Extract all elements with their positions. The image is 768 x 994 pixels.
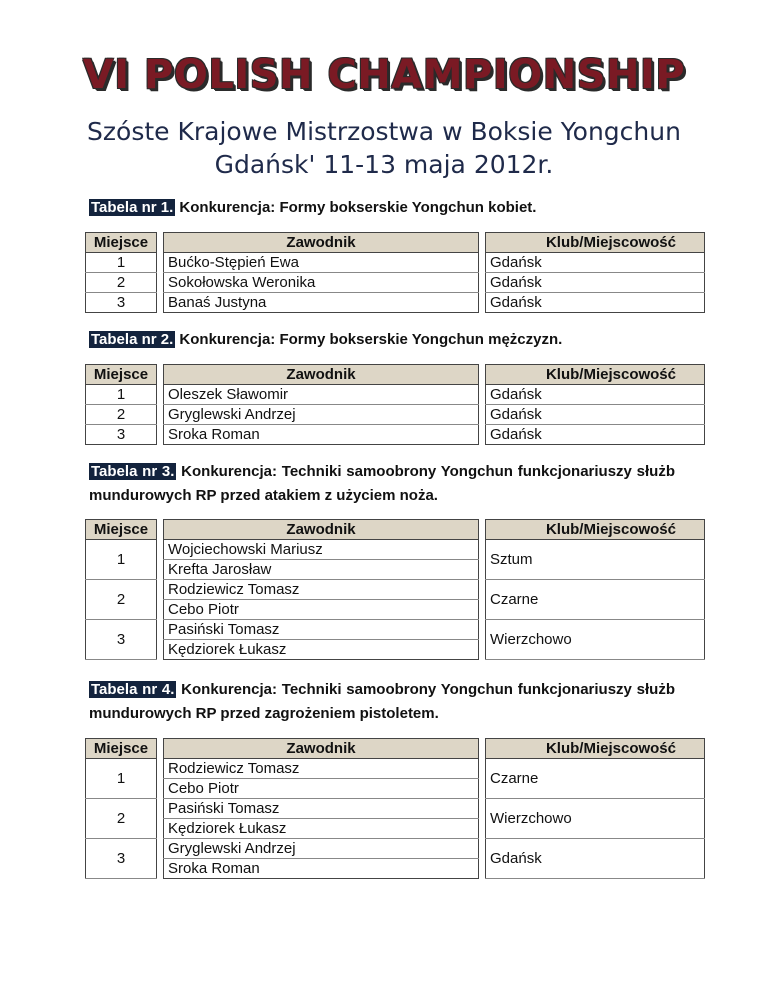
place-cell: 2 bbox=[86, 799, 157, 839]
club-cell: Gdańsk bbox=[486, 253, 705, 273]
table-row bbox=[86, 293, 705, 313]
col-competitor: Zawodnik bbox=[164, 365, 479, 385]
competitor-cell: Cebo Piotr bbox=[164, 779, 479, 799]
competitor-cell: Sroka Roman bbox=[164, 859, 479, 879]
event-subtitle: Szóste Krajowe Mistrzostwa w Boksie Yongchun bbox=[87, 117, 681, 146]
col-competitor: Zawodnik bbox=[164, 233, 479, 253]
results-table-4 bbox=[85, 738, 705, 879]
table-row bbox=[86, 273, 705, 293]
competitor-cell: Bućko-Stępień Ewa bbox=[164, 253, 479, 273]
table-4-title: Konkurencja: Techniki samoobrony Yongchun funkcjonariuszy służb mundurowych RP przed zagrożeniem pistoletem. bbox=[89, 681, 675, 722]
competitor-cell: Gryglewski Andrzej bbox=[164, 839, 479, 859]
competitor-cell: Krefta Jarosław bbox=[164, 560, 479, 580]
club-cell: Gdańsk bbox=[486, 425, 705, 445]
club-cell: Gdańsk bbox=[486, 839, 705, 879]
col-club: Klub/Miejscowość bbox=[486, 520, 705, 540]
table-2-tag: Tabela nr 2. bbox=[91, 331, 174, 348]
col-place: Miejsce bbox=[86, 233, 157, 253]
table-2-title: Konkurencja: Formy bokserskie Yongchun mężczyzn. bbox=[175, 331, 563, 348]
table-1-title: Konkurencja: Formy bokserskie Yongchun kobiet. bbox=[175, 199, 537, 216]
club-cell: Czarne bbox=[486, 759, 705, 799]
table-1-caption bbox=[89, 196, 675, 220]
competitor-cell: Rodziewicz Tomasz bbox=[164, 759, 479, 779]
col-place: Miejsce bbox=[86, 739, 157, 759]
competitor-cell: Sroka Roman bbox=[164, 425, 479, 445]
table-4-tag: Tabela nr 4. bbox=[91, 681, 175, 698]
results-table-3 bbox=[85, 519, 705, 660]
col-competitor: Zawodnik bbox=[164, 739, 479, 759]
club-cell: Gdańsk bbox=[486, 293, 705, 313]
col-club: Klub/Miejscowość bbox=[486, 739, 705, 759]
place-cell: 2 bbox=[86, 580, 157, 620]
col-competitor: Zawodnik bbox=[164, 520, 479, 540]
results-table-1 bbox=[85, 232, 705, 313]
place-cell: 1 bbox=[86, 759, 157, 799]
table-row bbox=[86, 759, 705, 779]
club-cell: Wierzchowo bbox=[486, 799, 705, 839]
competitor-cell: Rodziewicz Tomasz bbox=[164, 580, 479, 600]
table-row bbox=[86, 253, 705, 273]
table-row bbox=[86, 540, 705, 560]
place-cell: 2 bbox=[86, 273, 157, 293]
competitor-cell: Pasiński Tomasz bbox=[164, 620, 479, 640]
place-cell: 1 bbox=[86, 253, 157, 273]
club-cell: Gdańsk bbox=[486, 273, 705, 293]
table-3-caption bbox=[89, 460, 675, 508]
col-place: Miejsce bbox=[86, 520, 157, 540]
table-1-tag: Tabela nr 1. bbox=[91, 199, 174, 216]
col-club: Klub/Miejscowość bbox=[486, 365, 705, 385]
place-cell: 1 bbox=[86, 385, 157, 405]
competitor-cell: Kędziorek Łukasz bbox=[164, 819, 479, 839]
championship-banner: VI POLISH CHAMPIONSHIP bbox=[82, 52, 686, 98]
table-row bbox=[86, 839, 705, 859]
competitor-cell: Kędziorek Łukasz bbox=[164, 640, 479, 660]
results-table-2 bbox=[85, 364, 705, 445]
competitor-cell: Wojciechowski Mariusz bbox=[164, 540, 479, 560]
competitor-cell: Pasiński Tomasz bbox=[164, 799, 479, 819]
table-3-tag: Tabela nr 3. bbox=[91, 463, 175, 480]
competitor-cell: Gryglewski Andrzej bbox=[164, 405, 479, 425]
event-date-location: Gdańsk' 11-13 maja 2012r. bbox=[214, 150, 554, 179]
table-row bbox=[86, 620, 705, 640]
club-cell: Gdańsk bbox=[486, 405, 705, 425]
club-cell: Czarne bbox=[486, 580, 705, 620]
table-3-title: Konkurencja: Techniki samoobrony Yongchun funkcjonariuszy służb mundurowych RP przed atakiem z użyciem noża. bbox=[89, 463, 675, 504]
place-cell: 3 bbox=[86, 839, 157, 879]
table-4-caption bbox=[89, 678, 675, 726]
place-cell: 3 bbox=[86, 620, 157, 660]
competitor-cell: Banaś Justyna bbox=[164, 293, 479, 313]
table-row bbox=[86, 405, 705, 425]
club-cell: Sztum bbox=[486, 540, 705, 580]
table-2-caption bbox=[89, 328, 675, 352]
place-cell: 3 bbox=[86, 293, 157, 313]
place-cell: 1 bbox=[86, 540, 157, 580]
competitor-cell: Cebo Piotr bbox=[164, 600, 479, 620]
col-club: Klub/Miejscowość bbox=[486, 233, 705, 253]
club-cell: Wierzchowo bbox=[486, 620, 705, 660]
competitor-cell: Sokołowska Weronika bbox=[164, 273, 479, 293]
competitor-cell: Oleszek Sławomir bbox=[164, 385, 479, 405]
col-place: Miejsce bbox=[86, 365, 157, 385]
table-row bbox=[86, 799, 705, 819]
table-row bbox=[86, 425, 705, 445]
table-row bbox=[86, 385, 705, 405]
place-cell: 3 bbox=[86, 425, 157, 445]
table-row bbox=[86, 580, 705, 600]
club-cell: Gdańsk bbox=[486, 385, 705, 405]
place-cell: 2 bbox=[86, 405, 157, 425]
